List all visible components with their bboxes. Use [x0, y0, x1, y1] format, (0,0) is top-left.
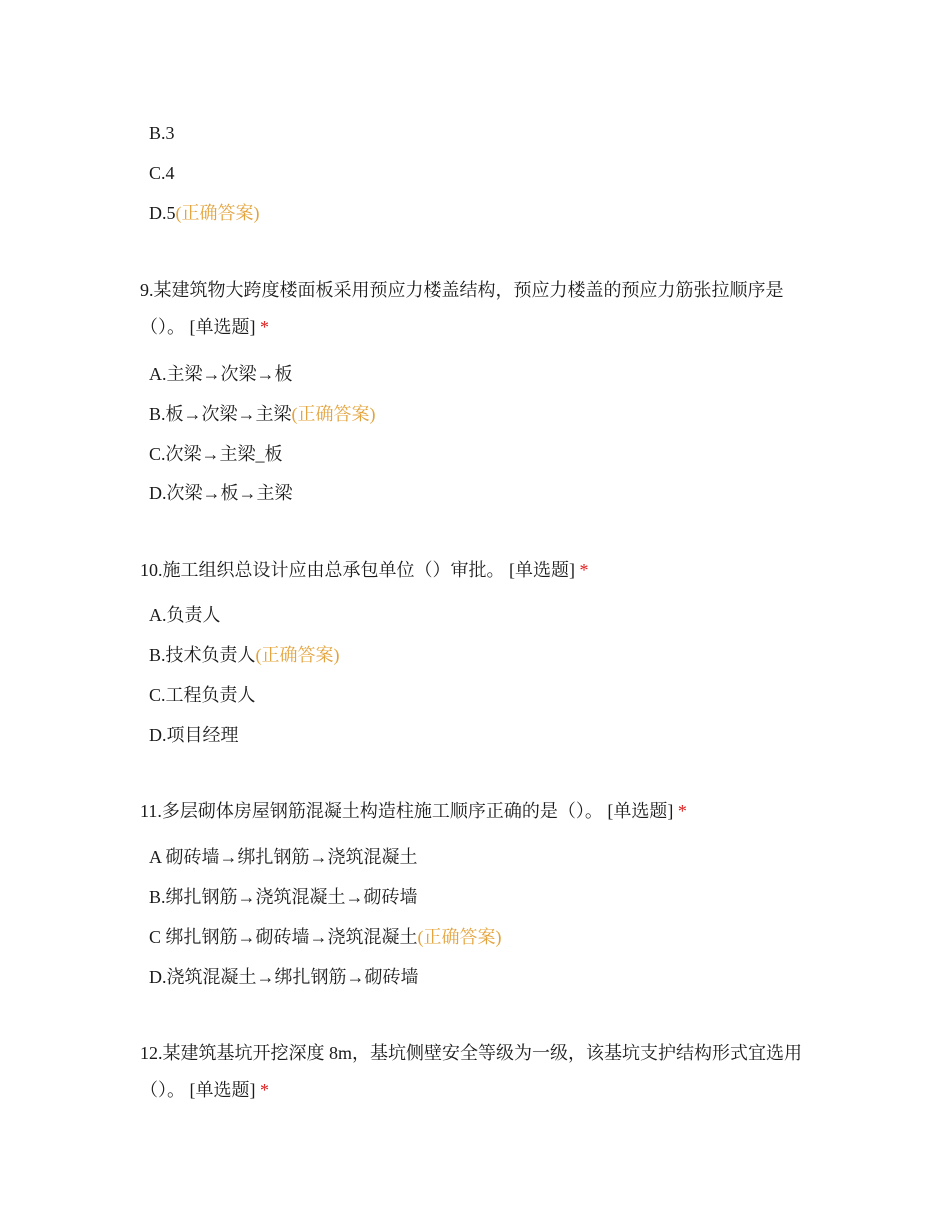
correct-answer-tag: (正确答案)	[291, 404, 376, 424]
option-text: B.技术负责人	[149, 645, 256, 665]
question-text: 12.某建筑基坑开挖深度 8m，基坑侧壁安全等级为一级，该基坑支护结构形式宜选用（）。	[140, 1043, 802, 1100]
correct-answer-tag: (正确答案)	[255, 645, 340, 665]
option-text: B.板→次梁→主梁	[149, 404, 292, 424]
option-text: C.次梁→主梁_板	[149, 444, 283, 464]
option-text: C 绑扎钢筋→砌砖墙→浇筑混凝土	[149, 927, 418, 947]
option-text: D.项目经理	[149, 725, 239, 745]
q9-option-d	[149, 482, 293, 504]
q11-option-a	[149, 846, 418, 868]
question-type-tag: [单选题]	[189, 1080, 256, 1100]
option-text: C.工程负责人	[149, 685, 256, 705]
question-type-tag: [单选题]	[509, 560, 575, 580]
option-text: D.5	[149, 203, 176, 223]
q10-option-d	[149, 724, 239, 746]
option-text: D.次梁→板→主梁	[149, 483, 293, 503]
q10-option-b	[149, 644, 340, 666]
q8-option-d	[149, 202, 260, 224]
correct-answer-tag: (正确答案)	[175, 203, 260, 223]
required-mark: *	[677, 801, 687, 821]
correct-answer-tag: (正确答案)	[417, 927, 502, 947]
q11-option-d	[149, 966, 419, 988]
q11-stem	[140, 793, 820, 830]
question-type-tag: [单选题]	[607, 801, 674, 821]
question-text: 9.某建筑物大跨度楼面板采用预应力楼盖结构，预应力楼盖的预应力筋张拉顺序是（）。	[140, 280, 784, 337]
required-mark: *	[260, 317, 269, 337]
option-text: A.主梁→次梁→板	[149, 364, 293, 384]
q8-option-c	[149, 162, 175, 184]
question-text: 11.多层砌体房屋钢筋混凝土构造柱施工顺序正确的是（）。	[140, 801, 603, 821]
q9-option-a	[149, 363, 293, 385]
option-text: B.3	[149, 123, 175, 143]
required-mark: *	[260, 1080, 269, 1100]
option-text: D.浇筑混凝土→绑扎钢筋→砌砖墙	[149, 967, 419, 987]
q9-option-c	[149, 443, 283, 465]
option-text: A 砌砖墙→绑扎钢筋→浇筑混凝土	[149, 847, 418, 867]
option-text: C.4	[149, 163, 175, 183]
q11-option-b	[149, 886, 418, 908]
q11-option-c	[149, 926, 502, 948]
q9-stem	[140, 272, 820, 346]
q12-stem	[140, 1035, 820, 1109]
question-type-tag: [单选题]	[189, 317, 256, 337]
q9-option-b	[149, 403, 376, 425]
q10-option-c	[149, 684, 256, 706]
q10-stem	[140, 552, 820, 589]
q8-option-b	[149, 122, 175, 144]
question-text: 10.施工组织总设计应由总承包单位（）审批。	[140, 560, 505, 580]
required-mark: *	[579, 560, 589, 580]
option-text: A.负责人	[149, 605, 221, 625]
option-text: B.绑扎钢筋→浇筑混凝土→砌砖墙	[149, 887, 418, 907]
q10-option-a	[149, 604, 221, 626]
